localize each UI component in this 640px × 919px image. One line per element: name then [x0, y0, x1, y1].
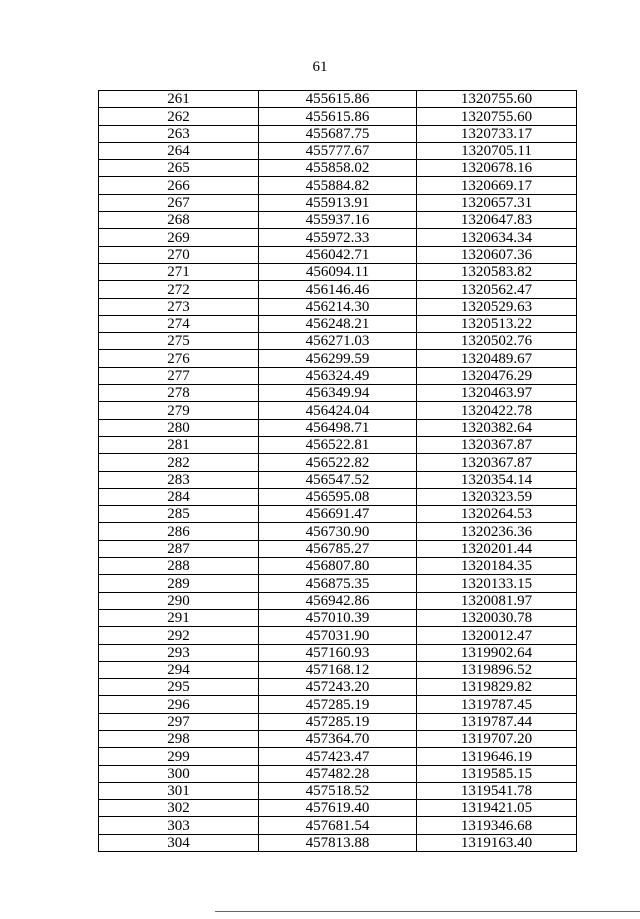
table-row: [99, 142, 577, 159]
x-coordinate-cell: 457364.70: [259, 730, 417, 747]
x-coordinate-cell: 456807.80: [259, 558, 417, 575]
point-number-cell: 272: [99, 281, 259, 298]
y-coordinate-cell: 1320354.14: [417, 471, 577, 488]
y-coordinate-cell: 1320012.47: [417, 627, 577, 644]
x-coordinate-cell: 456498.71: [259, 419, 417, 436]
point-number-cell: 276: [99, 350, 259, 367]
y-coordinate-cell: 1320367.87: [417, 454, 577, 471]
table-row: [99, 367, 577, 384]
y-coordinate-cell: 1319646.19: [417, 748, 577, 765]
y-coordinate-cell: 1320583.82: [417, 263, 577, 280]
x-coordinate-cell: 456595.08: [259, 488, 417, 505]
point-number-cell: 270: [99, 246, 259, 263]
y-coordinate-cell: 1320382.64: [417, 419, 577, 436]
x-coordinate-cell: 456730.90: [259, 523, 417, 540]
y-coordinate-cell: 1320236.36: [417, 523, 577, 540]
table-row: [99, 471, 577, 488]
point-number-cell: 261: [99, 91, 259, 108]
table-row: [99, 108, 577, 125]
x-coordinate-cell: 455777.67: [259, 142, 417, 159]
table-row: [99, 782, 577, 799]
point-number-cell: 278: [99, 385, 259, 402]
y-coordinate-cell: 1320030.78: [417, 609, 577, 626]
table-row: [99, 333, 577, 350]
point-number-cell: 301: [99, 782, 259, 799]
x-coordinate-cell: 457285.19: [259, 696, 417, 713]
point-number-cell: 283: [99, 471, 259, 488]
table-row: [99, 661, 577, 678]
table-row: [99, 194, 577, 211]
table-row: [99, 575, 577, 592]
y-coordinate-cell: 1320422.78: [417, 402, 577, 419]
x-coordinate-cell: 456547.52: [259, 471, 417, 488]
y-coordinate-cell: 1319902.64: [417, 644, 577, 661]
y-coordinate-cell: 1320323.59: [417, 488, 577, 505]
point-number-cell: 303: [99, 817, 259, 834]
x-coordinate-cell: 456785.27: [259, 540, 417, 557]
point-number-cell: 292: [99, 627, 259, 644]
x-coordinate-cell: 455937.16: [259, 212, 417, 229]
x-coordinate-cell: 456214.30: [259, 298, 417, 315]
y-coordinate-cell: 1320647.83: [417, 212, 577, 229]
x-coordinate-cell: 455972.33: [259, 229, 417, 246]
table-row: [99, 298, 577, 315]
point-number-cell: 287: [99, 540, 259, 557]
point-number-cell: 293: [99, 644, 259, 661]
x-coordinate-cell: 455615.86: [259, 108, 417, 125]
x-coordinate-cell: 456522.81: [259, 436, 417, 453]
table-row: [99, 765, 577, 782]
y-coordinate-cell: 1320184.35: [417, 558, 577, 575]
x-coordinate-cell: 457031.90: [259, 627, 417, 644]
table-row: [99, 350, 577, 367]
table-row: [99, 177, 577, 194]
y-coordinate-cell: 1320367.87: [417, 436, 577, 453]
point-number-cell: 282: [99, 454, 259, 471]
y-coordinate-cell: 1320607.36: [417, 246, 577, 263]
point-number-cell: 273: [99, 298, 259, 315]
table-row: [99, 627, 577, 644]
table-row: [99, 419, 577, 436]
page-number: 61: [312, 59, 328, 75]
point-number-cell: 291: [99, 609, 259, 626]
y-coordinate-cell: 1320489.67: [417, 350, 577, 367]
table-row: [99, 558, 577, 575]
footer-rule: [215, 911, 640, 912]
point-number-cell: 266: [99, 177, 259, 194]
y-coordinate-cell: 1319896.52: [417, 661, 577, 678]
table-row: [99, 125, 577, 142]
point-number-cell: 279: [99, 402, 259, 419]
x-coordinate-cell: 457482.28: [259, 765, 417, 782]
x-coordinate-cell: 455913.91: [259, 194, 417, 211]
x-coordinate-cell: 456042.71: [259, 246, 417, 263]
y-coordinate-cell: 1320476.29: [417, 367, 577, 384]
point-number-cell: 286: [99, 523, 259, 540]
table-row: [99, 540, 577, 557]
table-row: [99, 748, 577, 765]
table-row: [99, 609, 577, 626]
x-coordinate-cell: 457285.19: [259, 713, 417, 730]
table-row: [99, 592, 577, 609]
x-coordinate-cell: 455615.86: [259, 91, 417, 108]
y-coordinate-cell: 1319421.05: [417, 800, 577, 817]
y-coordinate-cell: 1319787.44: [417, 713, 577, 730]
y-coordinate-cell: 1319585.15: [417, 765, 577, 782]
table-row: [99, 91, 577, 108]
y-coordinate-cell: 1320733.17: [417, 125, 577, 142]
table-row: [99, 523, 577, 540]
table-row: [99, 212, 577, 229]
table-row: [99, 800, 577, 817]
table-row: [99, 229, 577, 246]
x-coordinate-cell: 456875.35: [259, 575, 417, 592]
x-coordinate-cell: 455687.75: [259, 125, 417, 142]
y-coordinate-cell: 1319787.45: [417, 696, 577, 713]
table-row: [99, 696, 577, 713]
table-row: [99, 679, 577, 696]
x-coordinate-cell: 457423.47: [259, 748, 417, 765]
y-coordinate-cell: 1320081.97: [417, 592, 577, 609]
point-number-cell: 263: [99, 125, 259, 142]
y-coordinate-cell: 1320463.97: [417, 385, 577, 402]
point-number-cell: 265: [99, 160, 259, 177]
x-coordinate-cell: 455884.82: [259, 177, 417, 194]
y-coordinate-cell: 1320562.47: [417, 281, 577, 298]
point-number-cell: 280: [99, 419, 259, 436]
table-row: [99, 436, 577, 453]
y-coordinate-cell: 1320669.17: [417, 177, 577, 194]
point-number-cell: 271: [99, 263, 259, 280]
point-number-cell: 274: [99, 315, 259, 332]
x-coordinate-cell: 457518.52: [259, 782, 417, 799]
point-number-cell: 298: [99, 730, 259, 747]
point-number-cell: 304: [99, 834, 259, 851]
table-row: [99, 385, 577, 402]
point-number-cell: 269: [99, 229, 259, 246]
point-number-cell: 294: [99, 661, 259, 678]
table-row: [99, 402, 577, 419]
point-number-cell: 275: [99, 333, 259, 350]
table-row: [99, 315, 577, 332]
point-number-cell: 288: [99, 558, 259, 575]
point-number-cell: 296: [99, 696, 259, 713]
x-coordinate-cell: 456522.82: [259, 454, 417, 471]
y-coordinate-cell: 1320755.60: [417, 91, 577, 108]
x-coordinate-cell: 456691.47: [259, 506, 417, 523]
table-row: [99, 454, 577, 471]
point-number-cell: 267: [99, 194, 259, 211]
table-row: [99, 160, 577, 177]
y-coordinate-cell: 1320201.44: [417, 540, 577, 557]
point-number-cell: 297: [99, 713, 259, 730]
table-row: [99, 263, 577, 280]
point-number-cell: 302: [99, 800, 259, 817]
point-number-cell: 262: [99, 108, 259, 125]
x-coordinate-cell: 457168.12: [259, 661, 417, 678]
point-number-cell: 268: [99, 212, 259, 229]
x-coordinate-cell: 455858.02: [259, 160, 417, 177]
y-coordinate-cell: 1320513.22: [417, 315, 577, 332]
y-coordinate-cell: 1320678.16: [417, 160, 577, 177]
x-coordinate-cell: 456349.94: [259, 385, 417, 402]
y-coordinate-cell: 1319163.40: [417, 834, 577, 851]
coordinates-table: [98, 90, 577, 852]
y-coordinate-cell: 1320133.15: [417, 575, 577, 592]
point-number-cell: 284: [99, 488, 259, 505]
y-coordinate-cell: 1319707.20: [417, 730, 577, 747]
y-coordinate-cell: 1320755.60: [417, 108, 577, 125]
x-coordinate-cell: 456299.59: [259, 350, 417, 367]
x-coordinate-cell: 457010.39: [259, 609, 417, 626]
point-number-cell: 290: [99, 592, 259, 609]
x-coordinate-cell: 457160.93: [259, 644, 417, 661]
x-coordinate-cell: 456324.49: [259, 367, 417, 384]
point-number-cell: 289: [99, 575, 259, 592]
table-row: [99, 834, 577, 851]
point-number-cell: 281: [99, 436, 259, 453]
coordinates-table-body: [99, 91, 577, 852]
table-row: [99, 281, 577, 298]
y-coordinate-cell: 1320705.11: [417, 142, 577, 159]
table-row: [99, 488, 577, 505]
table-row: [99, 246, 577, 263]
point-number-cell: 299: [99, 748, 259, 765]
x-coordinate-cell: 457813.88: [259, 834, 417, 851]
x-coordinate-cell: 456424.04: [259, 402, 417, 419]
y-coordinate-cell: 1319346.68: [417, 817, 577, 834]
x-coordinate-cell: 456271.03: [259, 333, 417, 350]
x-coordinate-cell: 457681.54: [259, 817, 417, 834]
y-coordinate-cell: 1319829.82: [417, 679, 577, 696]
y-coordinate-cell: 1319541.78: [417, 782, 577, 799]
x-coordinate-cell: 456248.21: [259, 315, 417, 332]
y-coordinate-cell: 1320502.76: [417, 333, 577, 350]
point-number-cell: 277: [99, 367, 259, 384]
y-coordinate-cell: 1320634.34: [417, 229, 577, 246]
x-coordinate-cell: 457619.40: [259, 800, 417, 817]
table-row: [99, 713, 577, 730]
point-number-cell: 285: [99, 506, 259, 523]
point-number-cell: 300: [99, 765, 259, 782]
x-coordinate-cell: 456146.46: [259, 281, 417, 298]
x-coordinate-cell: 457243.20: [259, 679, 417, 696]
table-row: [99, 817, 577, 834]
y-coordinate-cell: 1320529.63: [417, 298, 577, 315]
point-number-cell: 264: [99, 142, 259, 159]
table-row: [99, 506, 577, 523]
point-number-cell: 295: [99, 679, 259, 696]
x-coordinate-cell: 456094.11: [259, 263, 417, 280]
y-coordinate-cell: 1320264.53: [417, 506, 577, 523]
y-coordinate-cell: 1320657.31: [417, 194, 577, 211]
table-row: [99, 730, 577, 747]
x-coordinate-cell: 456942.86: [259, 592, 417, 609]
table-row: [99, 644, 577, 661]
